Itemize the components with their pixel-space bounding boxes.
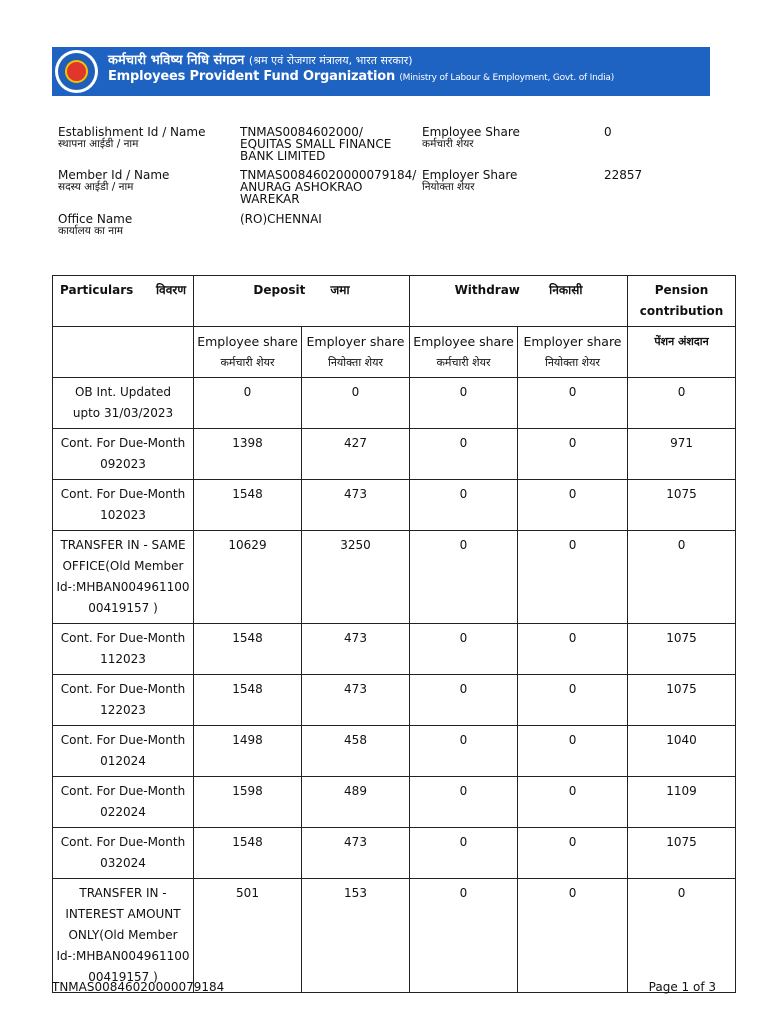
withdraw-employer-cell: 0	[518, 879, 628, 993]
employee-share-value: 0	[604, 125, 612, 139]
col-withdraw: Withdraw निकासी	[410, 276, 628, 327]
particulars-cell: Cont. For Due-Month 022024	[53, 777, 194, 828]
pension-cell: 971	[628, 429, 736, 480]
member-label: Member Id / Name सदस्य आईडी / नाम	[58, 168, 170, 193]
particulars-cell: Cont. For Due-Month 032024	[53, 828, 194, 879]
withdraw-employer-cell: 0	[518, 624, 628, 675]
col-pension: Pension contribution	[628, 276, 736, 327]
deposit-employer-cell: 3250	[302, 531, 410, 624]
withdraw-employer-cell: 0	[518, 531, 628, 624]
employee-share-label: Employee Share कर्मचारी शेयर	[422, 125, 520, 150]
deposit-employer-cell: 473	[302, 828, 410, 879]
withdraw-employer-cell: 0	[518, 726, 628, 777]
pension-cell: 1109	[628, 777, 736, 828]
sub-pension: पेंशन अंशदान	[628, 327, 736, 378]
particulars-cell: Cont. For Due-Month 112023	[53, 624, 194, 675]
member-value: TNMAS00846020000079184/ ANURAG ASHOKRAO WAREKAR	[240, 168, 417, 206]
particulars-cell: Cont. For Due-Month 122023	[53, 675, 194, 726]
deposit-employer-cell: 489	[302, 777, 410, 828]
withdraw-employer-cell: 0	[518, 480, 628, 531]
pension-cell: 1075	[628, 675, 736, 726]
withdraw-employee-cell: 0	[410, 726, 518, 777]
epfo-header-banner	[52, 47, 710, 96]
table-row	[53, 429, 736, 480]
sub-deposit-employee: Employee share कर्मचारी शेयर	[194, 327, 302, 378]
deposit-employee-cell: 501	[194, 879, 302, 993]
pension-cell: 0	[628, 531, 736, 624]
pension-cell: 1040	[628, 726, 736, 777]
deposit-employee-cell: 1598	[194, 777, 302, 828]
table-row	[53, 777, 736, 828]
col-particulars: Particulars विवरण	[53, 276, 194, 327]
withdraw-employee-cell: 0	[410, 777, 518, 828]
establishment-label: Establishment Id / Name स्थापना आईडी / नाम	[58, 125, 206, 150]
sub-withdraw-employer: Employer share नियोक्ता शेयर	[518, 327, 628, 378]
table-row	[53, 378, 736, 429]
deposit-employer-cell: 153	[302, 879, 410, 993]
particulars-cell: Cont. For Due-Month 012024	[53, 726, 194, 777]
table-row	[53, 879, 736, 993]
table-row	[53, 480, 736, 531]
org-name-english: Employees Provident Fund Organization (Ministry of Labour & Employment, Govt. of India)	[108, 69, 615, 84]
pension-cell: 1075	[628, 480, 736, 531]
ministry-english: (Ministry of Labour & Employment, Govt. of India)	[399, 73, 615, 83]
establishment-value: TNMAS0084602000/ EQUITAS SMALL FINANCE BANK LIMITED	[240, 125, 392, 163]
withdraw-employer-cell: 0	[518, 675, 628, 726]
withdraw-employee-cell: 0	[410, 624, 518, 675]
withdraw-employer-cell: 0	[518, 429, 628, 480]
deposit-employer-cell: 0	[302, 378, 410, 429]
withdraw-employee-cell: 0	[410, 429, 518, 480]
particulars-cell: OB Int. Updated upto 31/03/2023	[53, 378, 194, 429]
page-number: Page 1 of 3	[648, 980, 716, 994]
deposit-employer-cell: 473	[302, 480, 410, 531]
table-row	[53, 531, 736, 624]
withdraw-employee-cell: 0	[410, 675, 518, 726]
withdraw-employee-cell: 0	[410, 879, 518, 993]
ministry-hindi: (श्रम एवं रोजगार मंत्रालय, भारत सरकार)	[248, 54, 413, 67]
withdraw-employee-cell: 0	[410, 480, 518, 531]
deposit-employee-cell: 1498	[194, 726, 302, 777]
pension-cell: 0	[628, 378, 736, 429]
table-row	[53, 624, 736, 675]
epfo-logo-icon	[55, 50, 98, 93]
deposit-employee-cell: 1548	[194, 828, 302, 879]
particulars-cell: TRANSFER IN - SAME OFFICE(Old Member Id-:MHBAN004961100 00419157 )	[53, 531, 194, 624]
deposit-employer-cell: 427	[302, 429, 410, 480]
table-subheader-row	[53, 327, 736, 378]
sub-withdraw-employee: Employee share कर्मचारी शेयर	[410, 327, 518, 378]
withdraw-employer-cell: 0	[518, 777, 628, 828]
deposit-employee-cell: 10629	[194, 531, 302, 624]
deposit-employer-cell: 473	[302, 624, 410, 675]
withdraw-employee-cell: 0	[410, 828, 518, 879]
deposit-employer-cell: 458	[302, 726, 410, 777]
deposit-employee-cell: 1548	[194, 624, 302, 675]
table-row	[53, 675, 736, 726]
office-label: Office Name कार्यालय का नाम	[58, 212, 133, 237]
pension-cell: 1075	[628, 624, 736, 675]
org-name-hindi: कर्मचारी भविष्य निधि संगठन (श्रम एवं रोजगार मंत्रालय, भारत सरकार)	[108, 53, 413, 68]
table-header-row	[53, 276, 736, 327]
footer-member-id: TNMAS00846020000079184	[52, 980, 225, 994]
withdraw-employer-cell: 0	[518, 828, 628, 879]
particulars-cell: Cont. For Due-Month 102023	[53, 480, 194, 531]
withdraw-employee-cell: 0	[410, 378, 518, 429]
employer-share-value: 22857	[604, 168, 643, 182]
col-deposit: Deposit जमा	[194, 276, 410, 327]
employer-share-label: Employer Share नियोक्ता शेयर	[422, 168, 518, 193]
deposit-employer-cell: 473	[302, 675, 410, 726]
deposit-employee-cell: 1398	[194, 429, 302, 480]
pension-cell: 0	[628, 879, 736, 993]
pension-cell: 1075	[628, 828, 736, 879]
particulars-cell: TRANSFER IN - INTEREST AMOUNT ONLY(Old Member Id-:MHBAN004961100 00419157 )	[53, 879, 194, 993]
withdraw-employer-cell: 0	[518, 378, 628, 429]
sub-deposit-employer: Employer share नियोक्ता शेयर	[302, 327, 410, 378]
office-value: (RO)CHENNAI	[240, 212, 322, 226]
withdraw-employee-cell: 0	[410, 531, 518, 624]
deposit-employee-cell: 1548	[194, 675, 302, 726]
passbook-table	[52, 275, 736, 993]
deposit-employee-cell: 0	[194, 378, 302, 429]
table-row	[53, 828, 736, 879]
deposit-employee-cell: 1548	[194, 480, 302, 531]
particulars-cell: Cont. For Due-Month 092023	[53, 429, 194, 480]
table-row	[53, 726, 736, 777]
